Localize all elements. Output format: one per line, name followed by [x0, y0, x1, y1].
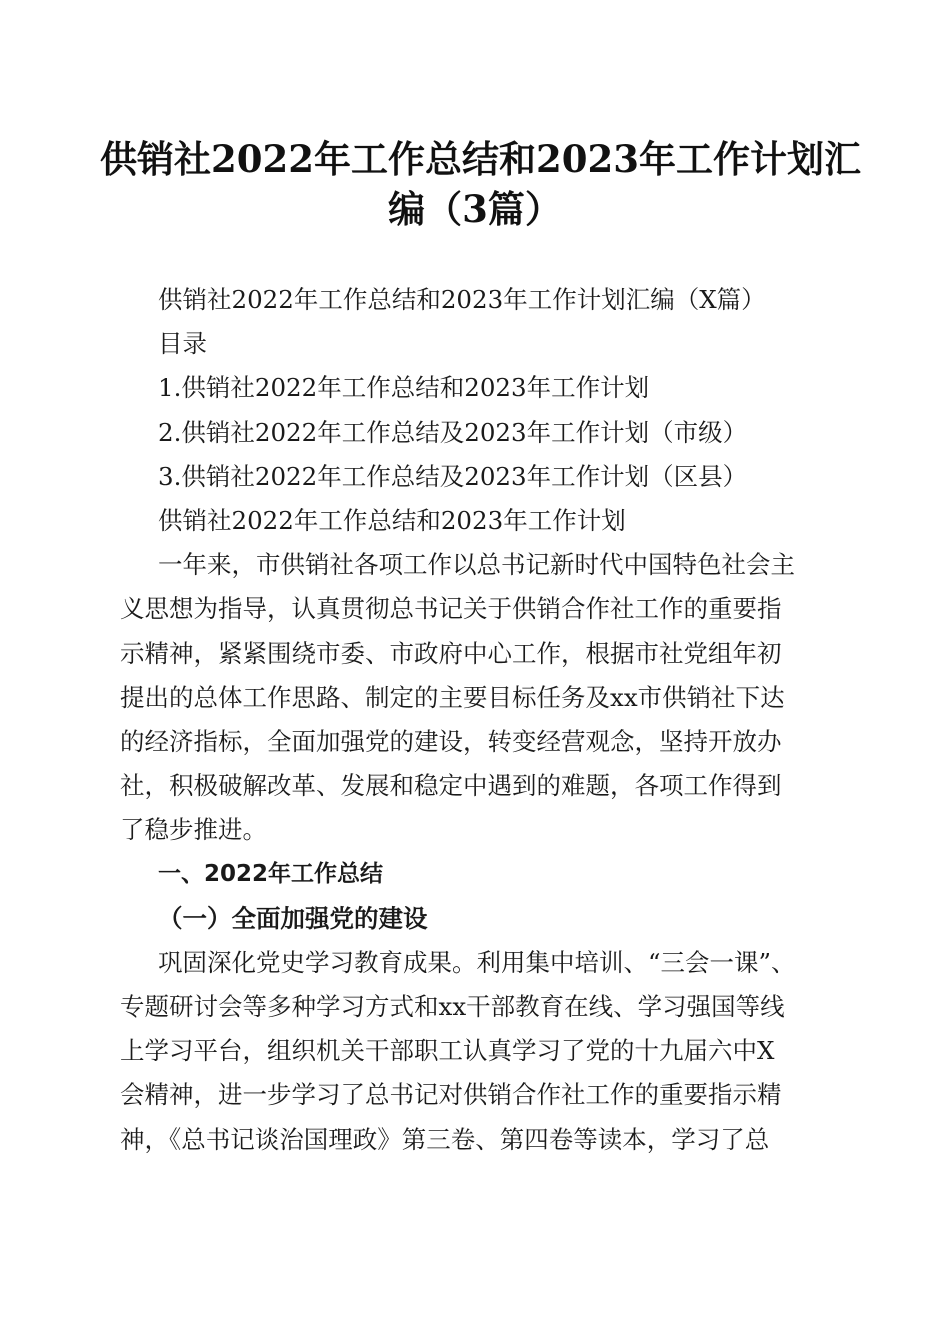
- paragraph-line: 会精神，进一步学习了总书记对供销合作社工作的重要指示精: [120, 1080, 782, 1110]
- subsection-heading: （一）全面加强党的建设: [158, 903, 428, 933]
- toc-item-2: 2.供销社2022年工作总结及2023年工作计划（市级）: [158, 417, 748, 447]
- paragraph-line: 提出的总体工作思路、制定的主要目标任务及xx市供销社下达: [120, 682, 785, 712]
- paragraph-line: 义思想为指导，认真贯彻总书记关于供销合作社工作的重要指: [120, 594, 782, 624]
- title-line-2: 编（3篇）: [388, 187, 562, 231]
- toc-heading: 目录: [158, 329, 207, 359]
- paragraph-line: 巩固深化党史学习教育成果。利用集中培训、“三会一课”、: [158, 947, 796, 977]
- document-title: [100, 134, 861, 234]
- paragraph-line: 的经济指标，全面加强党的建设，转变经营观念，坚持开放办: [120, 726, 782, 756]
- section-heading: 一、2022年工作总结: [158, 861, 384, 888]
- document-body: [120, 278, 832, 1162]
- paragraph-line: 示精神，紧紧围绕市委、市政府中心工作，根据市社党组年初: [120, 638, 782, 668]
- title-line-1: 供销社2022年工作总结和2023年工作计划汇: [100, 137, 861, 181]
- paragraph-line: 专题研讨会等多种学习方式和xx干部教育在线、学习强国等线: [120, 992, 785, 1021]
- paragraph-line: 了稳步推进。: [120, 815, 267, 845]
- paragraph-line: 社，积极破解改革、发展和稳定中遇到的难题，各项工作得到: [120, 771, 782, 801]
- toc-item-1: 1.供销社2022年工作总结和2023年工作计划: [158, 373, 650, 403]
- paragraph-line: 神，《总书记谈治国理政》第三卷、第四卷等读本，学习了总: [120, 1124, 770, 1154]
- article-title: 供销社2022年工作总结和2023年工作计划: [158, 505, 626, 535]
- paragraph-line: 一年来，市供销社各项工作以总书记新时代中国特色社会主: [158, 550, 795, 580]
- paragraph-line: 上学习平台，组织机关干部职工认真学习了党的十九届六中X: [120, 1036, 775, 1066]
- toc-item-3: 3.供销社2022年工作总结及2023年工作计划（区县）: [158, 461, 748, 491]
- collection-title-line: 供销社2022年工作总结和2023年工作计划汇编（X篇）: [158, 285, 766, 314]
